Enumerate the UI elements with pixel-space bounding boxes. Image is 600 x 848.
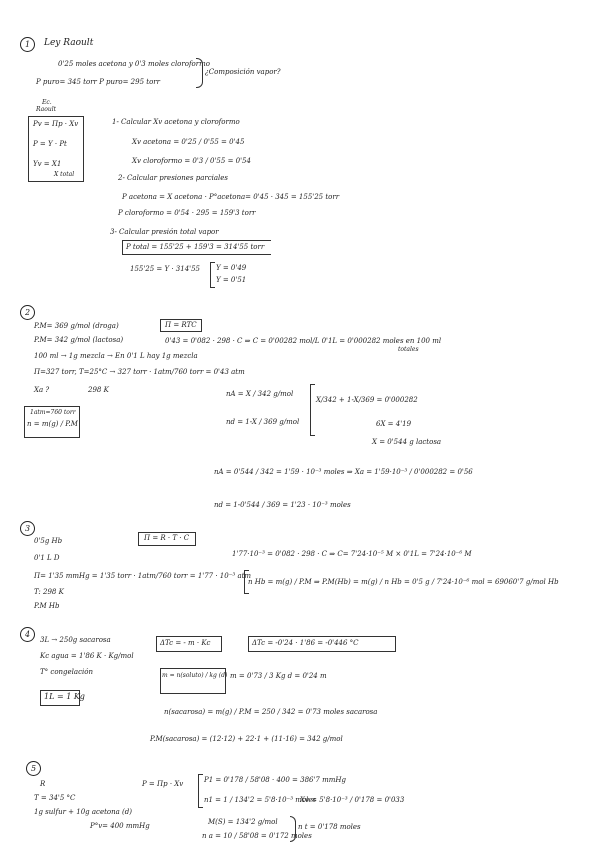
section-4-line-4: 1L = 1 Kg [44, 692, 85, 701]
section-5-calc-6: n t = 0'178 moles [298, 823, 361, 831]
section-3-line-5: P.M Hb [34, 602, 60, 610]
section-2-line-1: P.M= 369 g/mol (droga) [34, 322, 119, 330]
section-3-line-4: T: 298 K [34, 588, 64, 596]
section-3-line-1: 0'5g Hb [34, 537, 63, 545]
section-3-formula: Π = R · T · C [144, 534, 190, 542]
section-5-bracket-1 [198, 774, 203, 808]
section-2-line-4: Π=327 torr, T=25°C → 327 torr · 1atm/760 torr = 0'43 atm [34, 368, 245, 376]
section-4-formula-2b: m = 0'73 / 3 Kg d = 0'24 m [230, 672, 327, 680]
section-1-step-3c: Y = 0'49 [216, 264, 247, 272]
section-5-line-2: T = 34'5 °C [34, 794, 76, 802]
section-5-calc-4: M(S) = 134'2 g/mol [208, 818, 278, 826]
section-4-calc-2: P.M(sacarosa) = (12·12) + 22·1 + (11·16) = 342 g/mol [150, 735, 343, 743]
raoult-formula-3b: X total [54, 171, 75, 178]
section-2-calc-1: 0'43 = 0'082 · 298 · C ⇒ C = 0'00282 mol/L 0'1L = 0'000282 moles en 100 ml [165, 337, 442, 345]
section-1-question: ¿Composición vapor? [205, 68, 281, 76]
section-1-step-3d: Y = 0'51 [216, 276, 247, 284]
section-1-given-1: 0'25 moles acetona y 0'3 moles cloroformo [58, 60, 210, 68]
section-2-formula: Π = RTC [165, 321, 197, 329]
section-1-step-1: 1- Calcular Xv acetona y cloroformo [112, 118, 240, 126]
section-2-result-1: nA = 0'544 / 342 = 1'59 · 10⁻³ moles ⇒ Xa = 1'59·10⁻³ / 0'000282 = 0'56 [214, 468, 473, 476]
section-5-calc-5: n a = 10 / 58'08 = 0'172 moles [202, 832, 312, 840]
section-1-step-3a: P total = 155'25 + 159'3 = 314'55 torr [126, 243, 265, 251]
section-2-box-2a: 1atm=760 torr [30, 409, 76, 416]
section-1-ec: Ec. [42, 99, 52, 106]
section-4-formula-2: m = n(soluto) / kg (d) [162, 672, 228, 679]
section-1-step-2b: P cloroformo = 0'54 · 295 = 159'3 torr [118, 209, 256, 217]
section-3-line-3: Π= 1'35 mmHg = 1'35 torr · 1atm/760 torr = 1'77 · 10⁻³ atm [34, 572, 252, 580]
section-2-line-3: 100 ml → 1g mezcla → En 0'1 L hay 1g mezcla [34, 352, 198, 360]
section-1-brace [196, 58, 203, 88]
section-2-line-2: P.M= 342 g/mol (lactosa) [34, 336, 124, 344]
section-2-line-5b: 298 K [88, 386, 109, 394]
section-4-line-1: 3L → 250g sacarosa [40, 636, 111, 644]
section-number-1: 1 [20, 37, 35, 52]
section-3-calc-1: 1'77·10⁻³ = 0'082 · 298 · C ⇒ C= 7'24·10⁻⁵ M × 0'1L = 7'24·10⁻⁶ M [232, 550, 472, 558]
section-1-step-1b: Xv cloroformo = 0'3 / 0'55 = 0'54 [132, 157, 251, 165]
section-2-line-5: Xa ? [34, 386, 50, 394]
raoult-formula-2: P = Y · Pt [33, 140, 67, 148]
raoult-formula-3: Yv = X1 [33, 160, 62, 168]
section-1-result-bracket [210, 262, 215, 288]
section-number-4: 4 [20, 627, 35, 642]
section-2-solve-1: 6X = 4'19 [376, 420, 412, 428]
section-5-calc-2: n1 = 1 / 134'2 = 5'8·10⁻³ moles [204, 796, 317, 804]
section-4-calc-1: n(sacarosa) = m(g) / P.M = 250 / 342 = 0'73 moles sacarosa [164, 708, 378, 716]
section-5-formula: P = Πp · Xv [142, 780, 184, 788]
section-1-step-1a: Xv acetona = 0'25 / 0'55 = 0'45 [132, 138, 245, 146]
section-4-line-2: Kc agua = 1'86 K · Kg/mol [40, 652, 134, 660]
section-number-2: 2 [20, 305, 35, 320]
section-2-equation: X/342 + 1-X/369 = 0'000282 [316, 396, 418, 404]
section-2-system-bracket [310, 384, 315, 436]
section-3-line-2: 0'1 L D [34, 554, 60, 562]
section-5-brace [290, 816, 296, 842]
section-4-result: ΔTc = -0'24 · 1'86 = -0'446 °C [252, 639, 359, 647]
section-2-calc-1b: totales [398, 346, 419, 353]
section-5-calc-1: P1 = 0'178 / 58'08 · 400 = 386'7 mmHg [204, 776, 346, 784]
section-1-title: Ley Raoult [44, 38, 94, 48]
section-1-step-3b: 155'25 = Y · 314'55 [130, 265, 200, 273]
section-4-formula-1: ΔTc = - m · Kc [160, 639, 211, 647]
section-2-solve-2: X = 0'544 g lactosa [372, 438, 442, 446]
section-number-3: 3 [20, 521, 35, 536]
section-5-calc-3: Xv = 5'8·10⁻³ / 0'178 = 0'033 [300, 796, 405, 804]
section-2-nA: nA = X / 342 g/mol [226, 390, 294, 398]
raoult-formula-1: Pv = Πp · Xv [33, 120, 79, 128]
section-2-result-2: nd = 1-0'544 / 369 = 1'23 · 10⁻³ moles [214, 501, 351, 509]
section-5-line-3: 1g sulfur + 10g acetona (d) [34, 808, 132, 816]
section-1-raoult: Raoult [36, 106, 57, 113]
section-1-step-2a: P acetona = X acetona · P°acetona= 0'45 · 345 = 155'25 torr [122, 193, 340, 201]
section-2-nd: nd = 1-X / 369 g/mol [226, 418, 300, 426]
section-3-calc-2: n Hb = m(g) / P.M ⇒ P.M(Hb) = m(g) / n Hb = 0'5 g / 7'24·10⁻⁶ mol = 69060'7 g/mol Hb [248, 578, 559, 586]
section-5-line-1: R [40, 780, 46, 788]
section-2-box-2b: n = m(g) / P.M [27, 420, 78, 428]
section-1-step-3: 3- Calcular presión total vapor [110, 228, 219, 236]
section-4-line-3: T° congelación [40, 668, 93, 676]
section-5-line-4: P°v= 400 mmHg [90, 822, 150, 830]
section-number-5: 5 [26, 761, 41, 776]
section-1-step-2: 2- Calcular presiones parciales [118, 174, 229, 182]
section-1-given-2: P puro= 345 torr P puro= 295 torr [36, 78, 160, 86]
